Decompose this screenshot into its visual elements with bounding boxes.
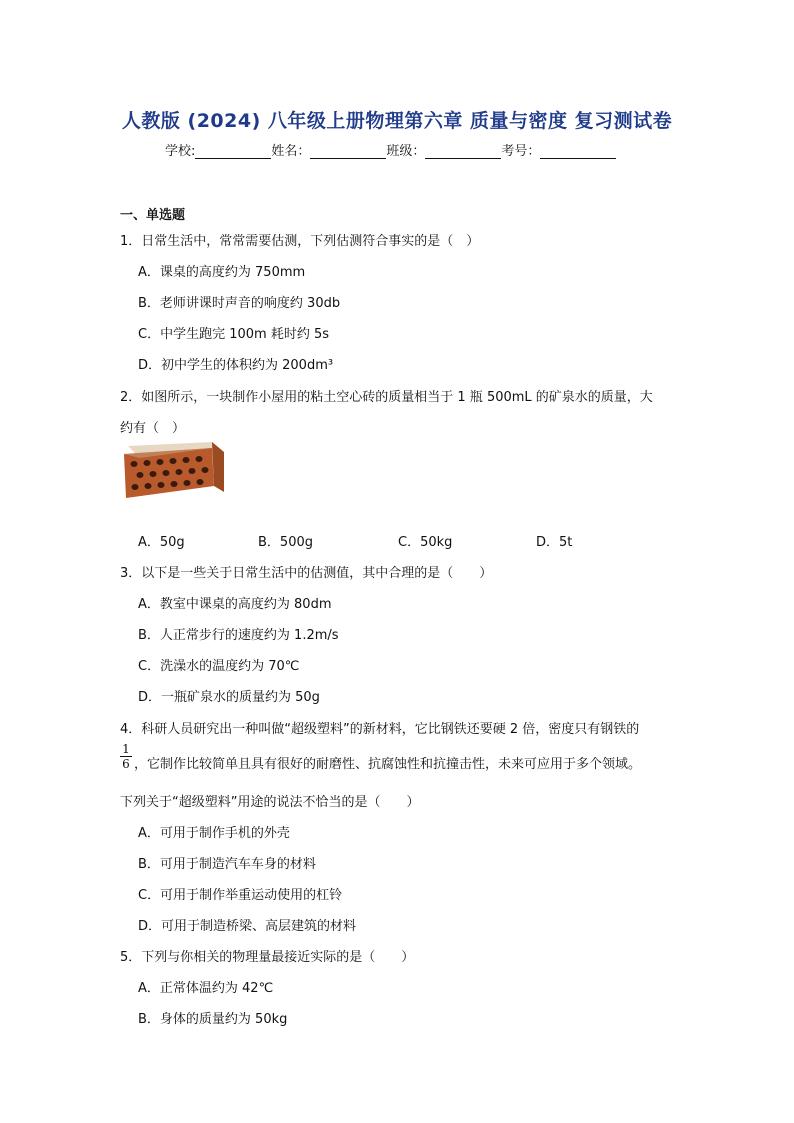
question-4-stem-line2: ，它制作比较简单且具有很好的耐磨性、抗腐蚀性和抗撞击性，未来可应用于多个领域。: [134, 757, 642, 772]
question-2-option-b: B．500g: [258, 535, 313, 550]
question-1-option-c: C．中学生跑完 100m 耗时约 5s: [138, 327, 329, 342]
hollow-brick-image: [120, 440, 226, 502]
exam-number-label: 考号：: [501, 144, 541, 159]
question-1-option-b: B．老师讲课时声音的响度约 30db: [138, 296, 341, 311]
question-2-option-a: A．50g: [138, 535, 185, 550]
class-blank: [425, 144, 501, 159]
question-2-option-c: C．50kg: [398, 535, 453, 550]
question-3-option-d: D．一瓶矿泉水的质量约为 50g: [138, 690, 320, 705]
question-2-stem-line2: 约有（ ）: [120, 421, 186, 436]
name-label: 姓名：: [271, 144, 311, 159]
question-3-option-c: C．洗澡水的温度约为 70℃: [138, 659, 300, 674]
exam-title: 人教版 (2024) 八年级上册物理第六章 质量与密度 复习测试卷: [121, 110, 673, 132]
section-heading: 一、单选题: [120, 208, 186, 223]
exam-number-blank: [540, 144, 616, 159]
name-blank: [310, 144, 386, 159]
question-4-option-b: B．可用于制造汽车车身的材料: [138, 857, 316, 872]
class-label: 班级：: [386, 144, 426, 159]
question-4-option-c: C．可用于制作举重运动使用的杠铃: [138, 888, 343, 903]
school-blank: [195, 144, 271, 159]
question-4-option-a: A．可用于制作手机的外壳: [138, 826, 290, 841]
school-label: 学校:: [165, 144, 196, 159]
fraction-one-sixth: [120, 742, 132, 771]
question-2-stem-line1: 2．如图所示，一块制作小屋用的粘土空心砖的质量相当于 1 瓶 500mL 的矿泉水的质量，大: [120, 390, 653, 405]
student-info-line: [165, 140, 616, 159]
question-3-stem: 3．以下是一些关于日常生活中的估测值，其中合理的是（ ）: [120, 566, 493, 581]
question-5-option-b: B．身体的质量约为 50kg: [138, 1012, 288, 1027]
question-3-option-a: A．教室中课桌的高度约为 80dm: [138, 597, 332, 612]
fraction-denominator: 6: [122, 757, 130, 771]
question-5-option-a: A．正常体温约为 42℃: [138, 981, 274, 996]
fraction-numerator: 1: [120, 742, 132, 757]
question-1-stem: 1．日常生活中，常常需要估测，下列估测符合事实的是（ ）: [120, 234, 480, 249]
question-2-option-d: D．5t: [536, 535, 573, 550]
question-1-option-a: A．课桌的高度约为 750mm: [138, 265, 306, 280]
question-4-stem-line1: 4．科研人员研究出一种叫做“超级塑料”的新材料，它比钢铁还要硬 2 倍，密度只有钢铁的: [120, 722, 640, 737]
question-4-stem-line3: 下列关于“超级塑料”用途的说法不恰当的是（ ）: [120, 795, 420, 810]
question-5-stem: 5．下列与你相关的物理量最接近实际的是（ ）: [120, 950, 415, 965]
question-1-option-d: D．初中学生的体积约为 200dm³: [138, 358, 334, 373]
question-4-option-d: D．可用于制造桥梁、高层建筑的材料: [138, 919, 357, 934]
question-3-option-b: B．人正常步行的速度约为 1.2m/s: [138, 628, 339, 643]
